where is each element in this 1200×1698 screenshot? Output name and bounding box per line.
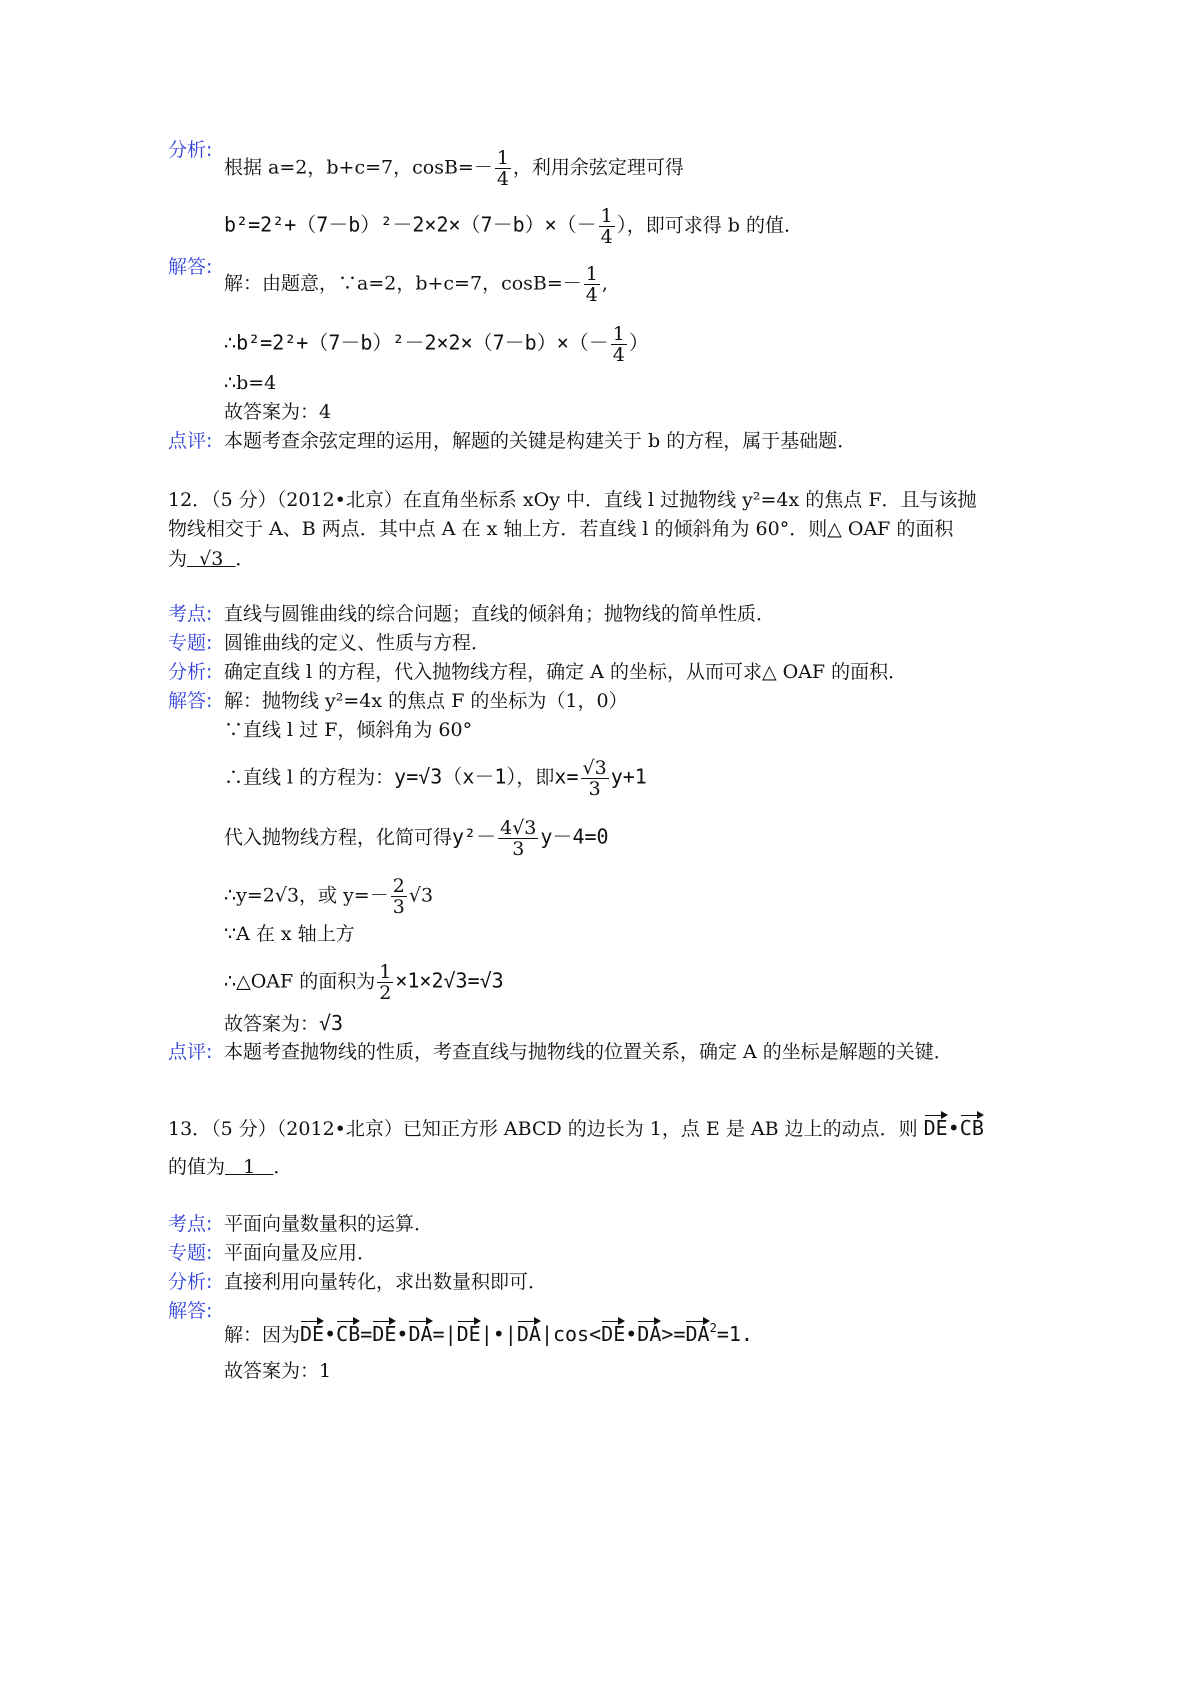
comment-label: 点评: [168,430,213,452]
q12-solution-5: ∴y=2√3，或 y=－ $\frac{2}{3}$ √3 [224,875,434,918]
q13-stem-line-2: 的值为 1 ． [168,1156,293,1178]
fraction: $\frac{1}{4}$ [585,263,598,306]
text: 解：由题意，∵a=2，b+c=7，cosB=－ [224,272,582,295]
fraction: $\frac{2}{3}$ [392,875,405,918]
q12-solution-2: ∵直线 l 过 F，倾斜角为 60° [224,719,473,741]
fraction: $\frac{1}{4}$ [496,147,509,190]
q11-b-value: ∴b=4 [224,372,277,394]
q13-answer: 故答案为：1 [224,1360,332,1382]
answer-blank: 1 [243,1156,256,1178]
q12-topic: 圆锥曲线的定义、性质与方程． [224,632,491,654]
fraction: $\frac{1}{4}$ [600,205,613,248]
comment-label: 点评: [168,1041,213,1063]
key-point-label: 考点: [168,1213,213,1235]
q12-solution-1: 解：抛物线 y²=4x 的焦点 F 的坐标为（1，0） [224,690,628,712]
q13-analysis: 直接利用向量转化，求出数量积即可． [224,1271,548,1293]
formula: b²=2²+（7－b）²－2×2×（7－b）×（－ [224,212,597,237]
fraction: $\frac{1}{2}$ [379,961,392,1004]
q12-stem-line-3: 为 √3 ． [168,548,255,570]
analysis-label: 分析: [168,139,213,161]
topic-label: 专题: [168,1242,213,1264]
analysis-label: 分析: [168,1271,213,1293]
analysis-label: 分析: [168,661,213,683]
text: ，利用余弦定理可得 [512,156,684,179]
q12-stem-line-1: 12．（5 分）（2012•北京）在直角坐标系 xOy 中．直线 l 过抛物线 y²=4x 的焦点 F．且与该抛 [168,489,977,511]
fraction: $\frac{1}{4}$ [612,323,625,366]
formula: b²=2²+（7－b）²－2×2×（7－b）×（－ [236,330,609,355]
q12-analysis: 确定直线 l 的方程，代入抛物线方程，确定 A 的坐标，从而可求△ OAF 的面积． [224,661,908,683]
q12-key-point: 直线与圆锥曲线的综合问题；直线的倾斜角；抛物线的简单性质． [224,603,776,625]
text: 根据 a=2，b+c=7，cosB=－ [224,156,493,179]
key-point-label: 考点: [168,603,213,625]
q11-analysis-line-1 [224,148,684,189]
q13-solution: 解：因为$DE•CB=DE•DA=|DE|•|DA|\cos<DE•DA>=DA^2=1$. [224,1316,753,1347]
q13-topic: 平面向量及应用． [224,1242,377,1264]
q12-solution-6: ∵A 在 x 轴上方 [224,923,355,945]
q11-comment: 本题考查余弦定理的运用，解题的关键是构建关于 b 的方程，属于基础题． [224,430,857,452]
vector-DE: DE [924,1110,948,1140]
q12-solution-7: ∴△OAF 的面积为 $\frac{1}{2}$ ×1×2√3=√3 [224,961,504,1004]
solution-label: 解答: [168,690,213,712]
vector-CB: CB [960,1110,984,1140]
fraction: $\frac{4√3}{3}$ [500,817,537,860]
q11-answer: 故答案为：4 [224,401,332,423]
solution-label: 解答: [168,1300,213,1322]
q11-analysis-line-2: b²=2²+（7－b）²－2×2×（7－b）×（－ $\frac{1}{4}$ ），即可求得 b 的值． [224,205,803,248]
q12-solution-4: 代入抛物线方程，化简可得y²－ $\frac{4√3}{3}$ y－4=0 [224,817,609,860]
q12-comment: 本题考查抛物线的性质，考查直线与抛物线的位置关系，确定 A 的坐标是解题的关键． [224,1041,953,1063]
q12-stem-line-2: 物线相交于 A、B 两点．其中点 A 在 x 轴上方．若直线 l 的倾斜角为 60°．则△ OAF 的面积 [168,518,954,540]
q13-stem-line-1: 13．（5 分）（2012•北京）已知正方形 ABCD 的边长为 1，点 E 是 AB 边上的动点．则 DE•CB [168,1110,984,1141]
answer-blank: √3 [199,548,224,570]
q11-solution-line-1: 解：由题意，∵a=2，b+c=7，cosB=－ $\frac{1}{4}$ , [224,263,608,306]
q12-solution-3: ∴直线 l 的方程为：y=√3（x－1），即x= $\frac{√3}{3}$ y+1 [224,757,647,800]
q12-answer: 故答案为：√3 [224,1011,344,1035]
q11-solution-line-2: ∴b²=2²+（7－b）²－2×2×（7－b）×（－ $\frac{1}{4}$ ） [224,323,649,366]
solution-label: 解答: [168,256,213,278]
text: ，即可求得 b 的值． [626,214,803,237]
topic-label: 专题: [168,632,213,654]
q13-key-point: 平面向量数量积的运算． [224,1213,434,1235]
fraction: $\frac{√3}{3}$ [582,757,607,800]
